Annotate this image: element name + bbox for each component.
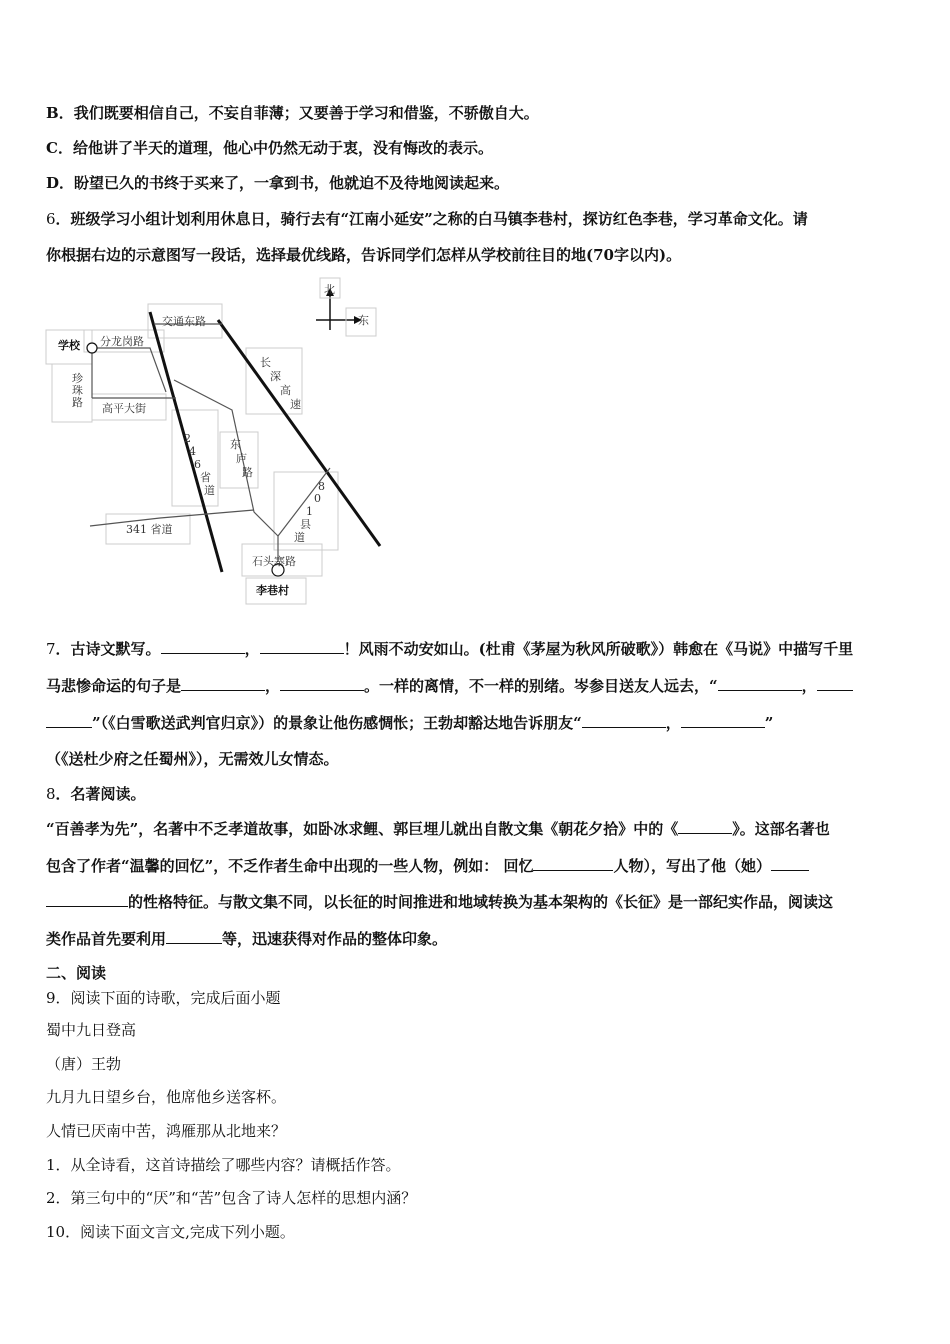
route-map (40, 272, 400, 612)
gaoping-label: 高平大街 (102, 402, 146, 415)
svg-text:路: 路 (72, 396, 83, 409)
poem-title: 蜀中九日登高 (46, 1021, 137, 1039)
blank[interactable] (771, 855, 809, 871)
svg-text:0: 0 (314, 492, 321, 505)
svg-text:道: 道 (204, 484, 215, 497)
q7-line4: （《送杜少府之任蜀州》），无需效儿女情态。 (46, 750, 339, 768)
blank[interactable] (166, 928, 222, 944)
svg-text:路: 路 (242, 466, 253, 479)
blank[interactable] (161, 638, 245, 654)
q9-sub2: 2．第三句中的“厌”和“苦”包含了诗人怎样的思想内涵？ (46, 1189, 417, 1207)
svg-text:东: 东 (230, 438, 241, 451)
blank[interactable] (46, 712, 92, 728)
compass-icon (316, 288, 362, 330)
blank[interactable] (533, 855, 613, 871)
shitou-road-label: 石头寨路 (252, 555, 296, 568)
option-c: C．给他讲了半天的道理，他心中仍然无动于衷，没有悔改的表示。 (46, 139, 493, 157)
q9-intro: 9．阅读下面的诗歌，完成后面小题 (46, 989, 281, 1007)
blank[interactable] (181, 675, 265, 691)
q7-line3: ”（《白雪歌送武判官归京》）的景象让他伤感惆怅；王勃却豁达地告诉朋友“ ， ” (46, 712, 908, 733)
q8-line2: 包含了作者“温馨的回忆”，不乏作者生命中出现的一些人物，例如： 回忆 人物），写出了他（她） (46, 855, 908, 876)
blank[interactable] (46, 891, 128, 907)
q8-line4: 类作品首先要利用 等，迅速获得对作品的整体印象。 (46, 930, 448, 948)
option-b: B．我们既要相信自己，不妄自菲薄；又要善于学习和借鉴，不骄傲自大。 (46, 104, 539, 122)
svg-text:2: 2 (184, 432, 191, 445)
poem-verse-2: 人情已厌南中苦，鸿雁那从北地来？ (46, 1122, 287, 1140)
q10-intro: 10．阅读下面文言文,完成下列小题。 (46, 1223, 295, 1241)
option-d: D．盼望已久的书终于买来了，一拿到书，他就迫不及待地阅读起来。 (46, 174, 510, 192)
q8-title: 8．名著阅读。 (46, 785, 146, 803)
poem-author: （唐）王勃 (46, 1055, 122, 1073)
section-heading: 二、阅读 (46, 964, 107, 982)
svg-text:省: 省 (200, 471, 211, 484)
svg-text:道: 道 (294, 531, 305, 544)
svg-text:县: 县 (300, 518, 311, 531)
blank[interactable] (681, 712, 765, 728)
q9-sub1: 1．从全诗看，这首诗描绘了哪些内容？请概括作答。 (46, 1156, 401, 1174)
blank[interactable] (678, 818, 732, 834)
svg-text:珍: 珍 (72, 372, 83, 385)
q7-line1: 7．古诗文默写。 ， ！风雨不动安如山。(杜甫《茅屋为秋风所破歌》）韩愈在《马说》中描写千里 (46, 640, 854, 658)
prov341-label: 341 省道 (126, 523, 173, 536)
svg-text:速: 速 (290, 398, 301, 411)
blank[interactable] (718, 675, 802, 691)
svg-text:庐: 庐 (236, 452, 247, 465)
q8-line3: 的性格特征。与散文集不同，以长征的时间推进和地域转换为基本架构的《长征》是一部纪实作品，阅读这 (46, 891, 908, 912)
school-label: 学校 (58, 339, 80, 352)
fenlong-road-label: 分龙岗路 (100, 335, 144, 348)
svg-text:1: 1 (306, 505, 313, 518)
blank[interactable] (582, 712, 666, 728)
svg-text:深: 深 (270, 370, 281, 383)
school-marker (87, 343, 97, 353)
svg-text:珠: 珠 (72, 384, 83, 397)
q8-line1: “百善孝为先”，名著中不乏孝道故事，如卧冰求鲤、郭巨埋儿就出自散文集《朝花夕拾》中的《 》。这部名著也 (46, 820, 830, 838)
blank[interactable] (260, 638, 344, 654)
svg-text:高: 高 (280, 384, 291, 397)
q6-line1: 6．班级学习小组计划利用休息日，骑行去有“江南小延安”之称的白马镇李巷村，探访红色李巷，学习革命文化。请 (46, 210, 808, 228)
svg-text:8: 8 (318, 480, 325, 493)
q7-line2: 马悲惨命运的句子是 ， 。一样的离情，不一样的别绪。岑参目送友人远去，“ ， (46, 675, 908, 696)
poem-verse-1: 九月九日望乡台，他席他乡送客杯。 (46, 1088, 287, 1106)
q6-line2: 你根据右边的示意图写一段话，选择最优线路，告诉同学们怎样从学校前往目的地(70字以内)。 (46, 246, 682, 264)
north-label: 北 (324, 283, 335, 296)
blank[interactable] (280, 675, 364, 691)
jiaotong-road-label: 交通东路 (162, 315, 206, 328)
blank[interactable] (817, 675, 853, 691)
svg-text:4: 4 (189, 445, 196, 458)
svg-text:6: 6 (194, 458, 201, 471)
east-label: 东 (358, 314, 369, 327)
svg-text:长: 长 (260, 356, 271, 369)
lixiang-label: 李巷村 (256, 584, 289, 597)
